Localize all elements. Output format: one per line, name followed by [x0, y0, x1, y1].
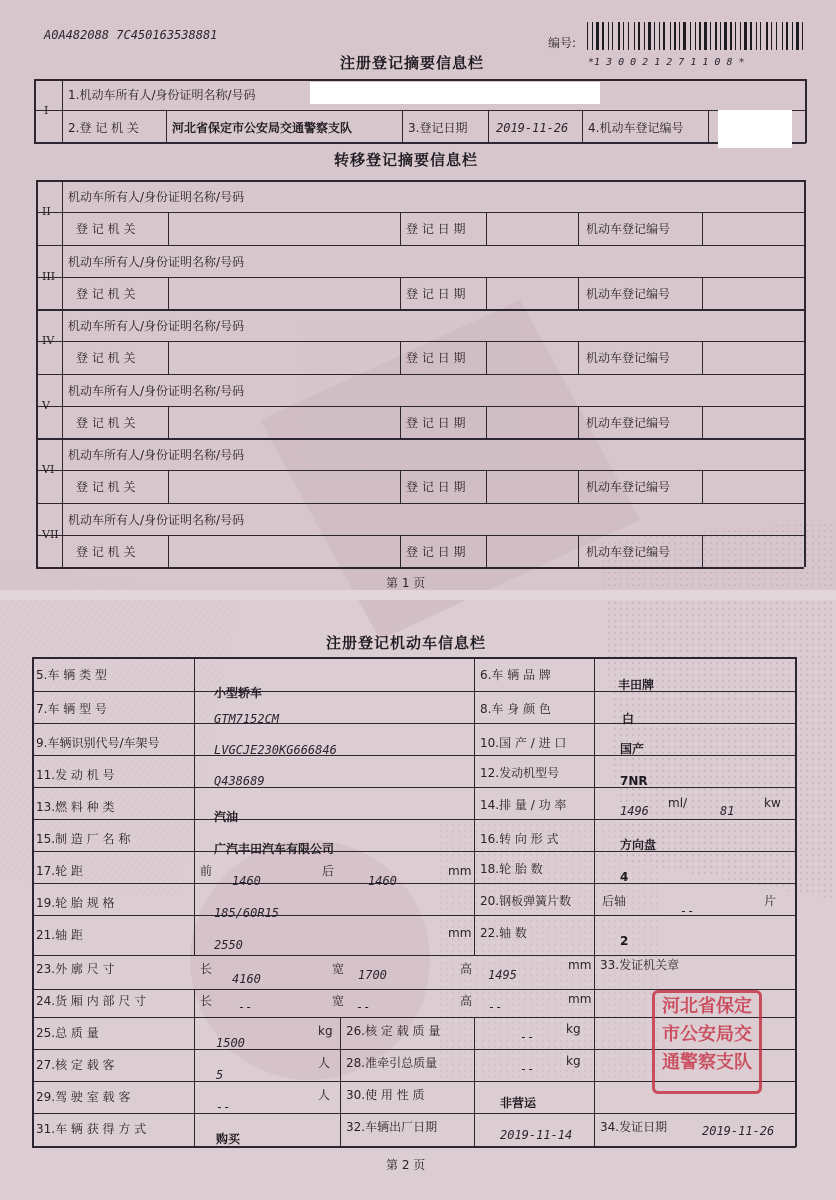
table-rule — [168, 406, 169, 439]
field-20-prefix: 后轴 — [602, 894, 627, 908]
barcode-bar — [782, 22, 783, 50]
table-row-rule — [32, 851, 795, 852]
field-25-value: 1500 — [216, 1036, 245, 1050]
field-31-value: 购买 — [216, 1132, 241, 1146]
table-rule — [36, 470, 804, 471]
table-rule — [486, 212, 487, 245]
field-13-label: 13.燃 料 种 类 — [36, 800, 115, 814]
table-row-rule — [32, 723, 795, 724]
field-9-value: LVGCJE230KG666846 — [214, 743, 337, 757]
transfer-authority-label: 登 记 机 关 — [76, 480, 136, 494]
barcode-bar — [628, 22, 629, 50]
barcode-bar — [724, 22, 727, 50]
field-32-value: 2019-11-14 — [500, 1128, 573, 1142]
table-rule — [36, 245, 804, 247]
table-row-rule — [32, 1113, 795, 1114]
transfer-owner-label: 机动车所有人/身份证明名称/号码 — [68, 319, 245, 333]
seal-line-1: 河北省保定 — [662, 996, 752, 1017]
table-rule — [62, 180, 63, 245]
table-rule — [578, 535, 579, 568]
vehicle-info-title: 注册登记机动车信息栏 — [326, 634, 487, 652]
transfer-owner-label: 机动车所有人/身份证明名称/号码 — [68, 512, 245, 527]
barcode-bar — [756, 22, 757, 50]
barcode-bar — [690, 22, 691, 50]
field-7-label: 7.车 辆 型 号 — [36, 702, 107, 716]
field-23-h-value: 1495 — [488, 968, 517, 982]
barcode-bar — [771, 22, 772, 50]
field-20-unit: 片 — [764, 894, 777, 908]
transfer-regno-label: 机动车登记编号 — [586, 222, 671, 236]
table-rule — [168, 212, 169, 245]
field-17-rear-value: 1460 — [368, 874, 397, 888]
table-rule — [36, 277, 804, 278]
field-6-value: 丰田牌 — [618, 678, 655, 692]
table-rule — [702, 535, 703, 568]
field-34-value: 2019-11-26 — [702, 1124, 775, 1138]
field-17-front: 前 — [200, 864, 213, 878]
table-row-rule — [32, 819, 795, 820]
transfer-regno-label: 机动车登记编号 — [586, 544, 671, 559]
barcode-bar — [638, 22, 640, 50]
table-row-rule — [32, 883, 795, 884]
field-23-h: 高 — [460, 962, 473, 976]
barcode-bar — [592, 22, 593, 50]
barcode-bar — [715, 22, 717, 50]
transfer-regno-label: 机动车登记编号 — [586, 286, 671, 301]
barcode-bar — [634, 22, 635, 50]
barcode-bar — [744, 22, 747, 50]
field-20-value: -- — [680, 904, 695, 918]
field-24-w-value: -- — [356, 1000, 371, 1014]
barcode-bar — [730, 22, 732, 50]
table-rule — [702, 277, 703, 310]
field-24-label: 24.货 厢 内 部 尺 寸 — [36, 994, 147, 1008]
barcode-bar — [644, 22, 645, 50]
field-10-value: 国产 — [620, 742, 645, 756]
table-rule — [62, 309, 63, 374]
field-30-value: 非营运 — [500, 1096, 537, 1110]
table-rule — [36, 180, 38, 567]
owner-label: 1.机动车所有人/身份证明名称/号码 — [68, 88, 256, 102]
table-row-rule — [32, 955, 795, 956]
table-rule — [36, 535, 804, 536]
barcode-bar — [786, 22, 788, 50]
field-27-unit: 人 — [318, 1056, 331, 1070]
transfer-date-label: 登 记 日 期 — [406, 415, 466, 430]
field-15-label: 15.制 造 厂 名 称 — [36, 832, 131, 846]
transfer-row-roman: V — [42, 398, 50, 412]
table-rule — [36, 180, 804, 182]
barcode-bar — [608, 22, 609, 50]
table-rule — [578, 277, 579, 310]
table-rule — [400, 277, 401, 310]
field-8-value: 白 — [622, 712, 635, 726]
table-rule — [62, 374, 63, 439]
barcode-bar — [659, 22, 660, 50]
field-32-label: 32.车辆出厂日期 — [346, 1120, 438, 1134]
row-roman-i: I — [44, 104, 49, 117]
field-12-value: 7NR — [620, 774, 648, 788]
barcode-bar — [760, 22, 761, 50]
field-13-value: 汽油 — [214, 810, 239, 824]
transfer-date-label: 登 记 日 期 — [406, 286, 466, 301]
table-rule — [804, 180, 806, 567]
transfer-authority-label: 登 记 机 关 — [76, 286, 136, 301]
transfer-date-label: 登 记 日 期 — [406, 480, 466, 494]
table-rule — [168, 535, 169, 568]
page-2-label: 第 2 页 — [386, 1158, 426, 1172]
field-23-label: 23.外 廓 尺 寸 — [36, 962, 115, 976]
table-rule — [702, 470, 703, 503]
field-30-label: 30.使 用 性 质 — [346, 1088, 425, 1102]
field-31-label: 31.车 辆 获 得 方 式 — [36, 1122, 147, 1136]
field-7-value: GTM7152CM — [214, 712, 280, 726]
table-rule — [578, 406, 579, 439]
transfer-authority-label: 登 记 机 关 — [76, 351, 136, 365]
registration-date-value: 2019-11-26 — [496, 121, 569, 135]
field-16-label: 16.转 向 形 式 — [480, 832, 559, 846]
table-rule — [702, 341, 703, 374]
barcode-bar — [596, 22, 599, 50]
field-23-w: 宽 — [332, 962, 345, 976]
barcode-bar — [648, 22, 651, 50]
field-29-unit: 人 — [318, 1088, 331, 1102]
barcode-bar — [792, 22, 793, 50]
transfer-regno-label: 机动车登记编号 — [586, 415, 671, 430]
field-15-value: 广汽丰田汽车有限公司 — [214, 842, 335, 856]
field-5-label: 5.车 辆 类 型 — [36, 668, 107, 682]
barcode-bar — [663, 22, 665, 50]
field-25-label: 25.总 质 量 — [36, 1026, 99, 1040]
barcode-bar — [612, 22, 613, 50]
table-rule — [702, 212, 703, 245]
transfer-date-label: 登 记 日 期 — [406, 351, 466, 365]
table-rule — [62, 438, 63, 503]
barcode-bar — [735, 22, 736, 50]
field-29-label: 29.驾 驶 室 载 客 — [36, 1090, 131, 1104]
field-28-unit: kg — [566, 1054, 581, 1068]
table-rule — [400, 535, 401, 568]
field-17-label: 17.轮 距 — [36, 864, 83, 878]
table-rule — [702, 406, 703, 439]
table-rule — [578, 341, 579, 374]
field-33-label: 33.发证机关章 — [600, 958, 680, 972]
field-5-value: 小型轿车 — [214, 686, 263, 700]
document-serial: A0A482088 7C450163538881 — [44, 28, 218, 42]
field-19-value: 185/60R15 — [214, 906, 280, 920]
authority-label: 2.登 记 机 关 — [68, 121, 139, 135]
table-rule — [36, 406, 804, 407]
table-rule — [36, 503, 804, 505]
transfer-owner-label: 机动车所有人/身份证明名称/号码 — [68, 383, 245, 398]
table-rule — [168, 341, 169, 374]
barcode-bar — [623, 22, 624, 50]
field-24-h: 高 — [460, 994, 473, 1008]
table-rule — [400, 406, 401, 439]
table-rule — [62, 245, 63, 310]
redacted-registration-number — [718, 110, 792, 148]
transfer-row-roman: VI — [42, 463, 55, 476]
field-18-value: 4 — [620, 870, 629, 884]
barcode-text: *1 3 0 0 2 1 2 7 1 1 0 8 * — [588, 57, 745, 68]
table-rule — [400, 212, 401, 245]
barcode-bar — [618, 22, 620, 50]
transfer-row-roman: VII — [42, 527, 59, 541]
transfer-authority-label: 登 记 机 关 — [76, 415, 136, 430]
table-rule — [62, 503, 63, 568]
transfer-summary-title: 转移登记摘要信息栏 — [334, 151, 479, 169]
seal-line-2: 市公安局交 — [662, 1024, 752, 1045]
table-rule — [36, 438, 804, 440]
official-seal-stamp — [652, 990, 762, 1094]
table-rule — [168, 470, 169, 503]
registration-summary-title: 注册登记摘要信息栏 — [340, 54, 485, 72]
barcode-bar — [802, 22, 803, 50]
field-24-l: 长 — [200, 994, 213, 1008]
barcode-bar — [750, 22, 752, 50]
field-25-unit: kg — [318, 1024, 333, 1038]
barcode-bar — [699, 22, 701, 50]
table-row-rule — [32, 787, 795, 788]
barcode-bar — [679, 22, 680, 50]
transfer-date-label: 登 记 日 期 — [406, 222, 466, 236]
field-23-unit: mm — [568, 958, 592, 972]
barcode-bar — [710, 22, 711, 50]
barcode-bar — [674, 22, 676, 50]
table-rule — [36, 567, 804, 569]
field-28-label: 28.准牵引总质量 — [346, 1056, 438, 1070]
field-23-w-value: 1700 — [358, 968, 387, 982]
field-14-value-b: 81 — [720, 804, 735, 818]
table-rule — [486, 470, 487, 503]
table-rule — [486, 341, 487, 374]
field-19-label: 19.轮 胎 规 格 — [36, 896, 115, 910]
field-26-label: 26.核 定 载 质 量 — [346, 1024, 441, 1038]
authority-value: 河北省保定市公安局交通警察支队 — [172, 121, 353, 135]
transfer-owner-label: 机动车所有人/身份证明名称/号码 — [68, 254, 245, 269]
redacted-owner — [310, 82, 600, 104]
field-10-label: 10.国 产 / 进 口 — [480, 736, 567, 750]
field-21-value: 2550 — [214, 938, 243, 952]
field-9-label: 9.车辆识别代号/车架号 — [36, 736, 160, 750]
field-24-w: 宽 — [332, 994, 345, 1008]
field-23-l-value: 4160 — [232, 972, 261, 986]
table-rule — [36, 309, 804, 311]
barcode-bar — [670, 22, 671, 50]
table-row-rule — [32, 691, 795, 692]
table-rule — [486, 406, 487, 439]
field-14-unit-b: kw — [764, 796, 781, 810]
transfer-row-roman: II — [42, 205, 51, 218]
table-rule — [578, 470, 579, 503]
table-rule — [400, 470, 401, 503]
table-rule — [578, 212, 579, 245]
seal-line-3: 通警察支队 — [662, 1052, 752, 1073]
transfer-date-label: 登 记 日 期 — [406, 544, 466, 559]
page-1-label: 第 1 页 — [386, 576, 426, 590]
field-17-unit: mm — [448, 864, 472, 878]
barcode-bar — [602, 22, 604, 50]
field-11-value: Q438689 — [214, 774, 265, 788]
field-26-unit: kg — [566, 1022, 581, 1036]
barcode-bar — [796, 22, 799, 50]
field-27-value: 5 — [216, 1068, 224, 1082]
table-rule — [36, 212, 804, 213]
barcode-bar — [766, 22, 768, 50]
barcode-bar — [720, 22, 721, 50]
table-rule — [36, 341, 804, 342]
transfer-regno-label: 机动车登记编号 — [586, 480, 671, 494]
transfer-owner-label: 机动车所有人/身份证明名称/号码 — [68, 448, 245, 462]
field-17-rear: 后 — [322, 864, 335, 878]
barcode-bar — [776, 22, 777, 50]
transfer-row-roman: III — [42, 269, 56, 283]
table-rule — [168, 277, 169, 310]
field-24-unit: mm — [568, 992, 592, 1006]
bianhao-label: 编号: — [548, 36, 577, 50]
table-row-rule — [32, 755, 795, 756]
field-24-l-value: -- — [238, 1000, 253, 1014]
field-22-label: 22.轴 数 — [480, 926, 527, 940]
transfer-row-roman: IV — [42, 334, 55, 347]
field-29-value: -- — [216, 1100, 231, 1114]
field-12-label: 12.发动机型号 — [480, 766, 560, 780]
field-20-label: 20.钢板弹簧片数 — [480, 894, 572, 908]
field-24-h-value: -- — [488, 1000, 503, 1014]
field-26-value: -- — [520, 1030, 535, 1044]
table-rule — [486, 277, 487, 310]
barcode-bar — [695, 22, 696, 50]
field-16-value: 方向盘 — [620, 838, 657, 852]
field-23-l: 长 — [200, 962, 213, 976]
barcode-bar — [683, 22, 686, 50]
field-27-label: 27.核 定 载 客 — [36, 1058, 115, 1072]
transfer-authority-label: 登 记 机 关 — [76, 222, 136, 236]
field-21-label: 21.轴 距 — [36, 928, 83, 942]
transfer-owner-label: 机动车所有人/身份证明名称/号码 — [68, 190, 245, 204]
table-rule — [36, 374, 804, 376]
barcode-bar — [740, 22, 741, 50]
field-22-value: 2 — [620, 934, 629, 948]
barcode-bar — [587, 22, 588, 50]
table-rule — [486, 535, 487, 568]
table-rule — [400, 341, 401, 374]
field-18-label: 18.轮 胎 数 — [480, 862, 543, 876]
barcode-bar — [654, 22, 655, 50]
barcode-bar — [704, 22, 707, 50]
field-34-label: 34.发证日期 — [600, 1120, 668, 1134]
field-14-value-a: 1496 — [620, 804, 649, 818]
transfer-authority-label: 登 记 机 关 — [76, 544, 136, 559]
field-17-front-value: 1460 — [232, 874, 261, 888]
transfer-regno-label: 机动车登记编号 — [586, 351, 671, 365]
field-6-label: 6.车 辆 品 牌 — [480, 668, 551, 682]
field-21-unit: mm — [448, 926, 472, 940]
barcode — [585, 20, 810, 54]
field-11-label: 11.发 动 机 号 — [36, 768, 115, 782]
field-14-label: 14.排 量 / 功 率 — [480, 798, 567, 812]
registration-date-label: 3.登记日期 — [408, 121, 468, 135]
registration-number-label: 4.机动车登记编号 — [588, 121, 684, 135]
field-8-label: 8.车 身 颜 色 — [480, 702, 551, 716]
field-14-unit-a: ml/ — [668, 796, 688, 810]
field-28-value: -- — [520, 1062, 535, 1076]
